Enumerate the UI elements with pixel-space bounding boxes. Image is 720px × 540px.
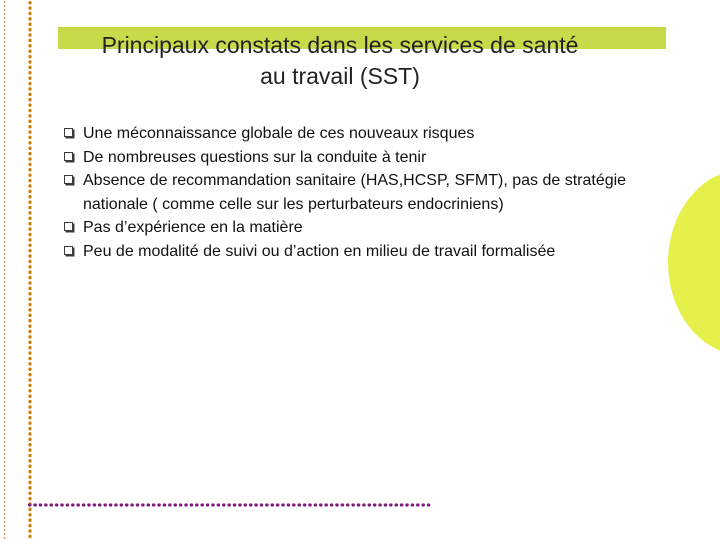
checkbox-square-icon	[64, 128, 73, 137]
left-thin-dotted-border	[3, 0, 6, 540]
checkbox-square-icon	[64, 222, 73, 231]
bullet-list	[64, 122, 689, 263]
bullet-text: Peu de modalité de suivi ou d’action en milieu de travail formalisée	[83, 242, 556, 260]
slide-title	[40, 30, 640, 92]
bullet-text: Absence de recommandation sanitaire (HAS,HCSP, SFMT), pas de stratégie nationale ( comme celle sur les perturbateurs endocriniens)	[83, 172, 627, 213]
bullet-text: Une méconnaissance globale de ces nouveaux risques	[83, 125, 475, 142]
title-line-2: au travail (SST)	[260, 63, 420, 89]
bullet-item	[64, 122, 689, 146]
checkbox-square-icon	[64, 152, 73, 161]
title-line-1: Principaux constats dans les services de santé	[101, 32, 579, 58]
bullet-item	[64, 169, 689, 216]
bullet-item	[64, 216, 689, 240]
bottom-dotted-line	[27, 502, 432, 508]
checkbox-square-icon	[64, 175, 73, 184]
left-dotted-border	[27, 0, 33, 540]
bullet-item	[64, 240, 689, 264]
bullet-item	[64, 146, 689, 170]
checkbox-square-icon	[64, 246, 73, 255]
bullet-text: De nombreuses questions sur la conduite à tenir	[83, 148, 427, 166]
bullet-text: Pas d’expérience en la matière	[83, 219, 303, 236]
